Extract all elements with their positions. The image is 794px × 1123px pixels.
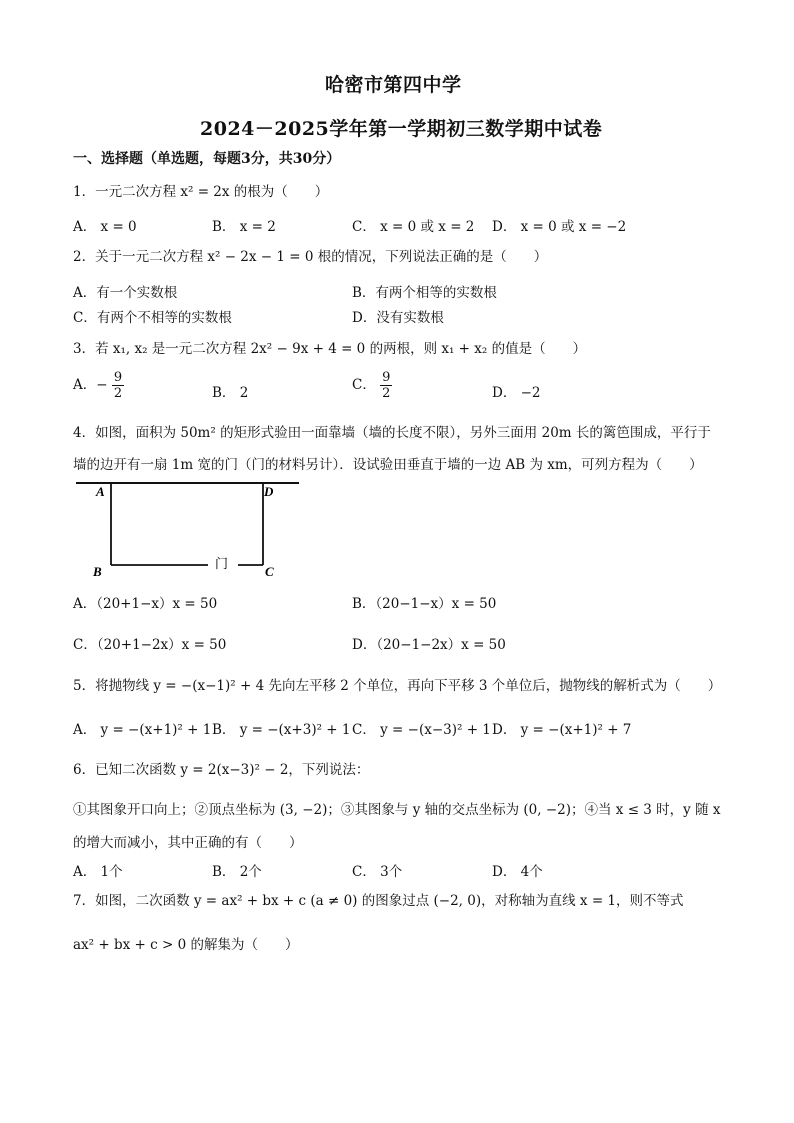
q5-stem: 5．将抛物线 y = −(x−1)² + 4 先向左平移 2 个单位，再向下平移 3 个单位后，抛物线的解析式为（ ）: [73, 678, 722, 694]
school-name: 哈密市第四中学: [325, 74, 462, 96]
q3-option-c-numerator: 9: [382, 370, 391, 385]
q1-option-a: A． x = 0: [73, 219, 137, 235]
q3-option-a-prefix: A．−: [73, 377, 108, 393]
q5-option-a: A． y = −(x+1)² + 1: [73, 722, 212, 738]
q4-figure: [76, 478, 306, 582]
label-door: 门: [215, 557, 229, 572]
q3-option-c-denominator: 2: [382, 386, 391, 401]
q4-option-a: A．（20+1−x）x = 50: [73, 596, 218, 612]
q7-stem-line2: ax² + bx + c > 0 的解集为（ ）: [73, 937, 299, 953]
label-a: A: [96, 484, 105, 499]
q1-option-b: B． x = 2: [212, 219, 276, 235]
q3-option-c-fraction: [380, 370, 392, 401]
q2-stem: 2．关于一元二次方程 x² − 2x − 1 = 0 根的情况，下列说法正确的是（ ）: [73, 249, 548, 265]
q2-option-b: B．有两个相等的实数根: [352, 285, 497, 301]
q3-stem: 3．若 x₁, x₂ 是一元二次方程 2x² − 9x + 4 = 0 的两根，则 x₁ + x₂ 的值是（ ）: [73, 341, 587, 357]
label-b: B: [93, 564, 102, 579]
q1-option-c: C． x = 0 或 x = 2: [352, 219, 475, 235]
q2-option-d: D．没有实数根: [352, 310, 444, 326]
q6-option-d: D． 4个: [492, 864, 543, 880]
q4-option-c: C．（20+1−2x）x = 50: [73, 637, 227, 653]
q4-option-b: B．（20−1−x）x = 50: [352, 596, 497, 612]
q7-stem-line1: 7．如图，二次函数 y = ax² + bx + c (a ≠ 0) 的图象过点 (−2, 0)，对称轴为直线 x = 1，则不等式: [73, 893, 684, 909]
q3-option-a-fraction: [112, 370, 124, 401]
q2-option-a: A．有一个实数根: [73, 285, 178, 301]
q3-option-c: [352, 370, 392, 401]
q6-stem: 6．已知二次函数 y = 2(x−3)² − 2，下列说法：: [73, 762, 370, 778]
q3-option-b: B． 2: [212, 385, 249, 401]
exam-title: 2024－2025学年第一学期初三数学期中试卷: [200, 118, 603, 140]
q3-option-a-numerator: 9: [113, 370, 123, 385]
q6-statements-line2: 的增大而减小，其中正确的有（ ）: [73, 835, 303, 851]
q5-option-b: B． y = −(x+3)² + 1: [212, 722, 351, 738]
label-c: C: [265, 564, 274, 579]
q1-option-d: D． x = 0 或 x = −2: [492, 219, 627, 235]
q3-option-d: D． −2: [492, 385, 541, 401]
q4-stem-line2: 墙的边开有一扇 1m 宽的门（门的材料另计）．设试验田垂直于墙的一边 AB 为 xm，可列方程为（ ）: [73, 457, 703, 473]
label-d: D: [264, 484, 274, 499]
q4-option-d: D．（20−1−2x）x = 50: [352, 637, 506, 653]
section-heading: 一、选择题（单选题，每题3分，共30分）: [73, 151, 341, 167]
q3-option-a: [73, 370, 124, 401]
q3-option-c-prefix: C．: [352, 377, 376, 393]
q5-option-c: C． y = −(x−3)² + 1: [352, 722, 491, 738]
q4-stem-line1: 4．如图，面积为 50m² 的矩形式验田一面靠墙（墙的长度不限），另外三面用 20m 长的篱笆围成，平行于: [73, 425, 711, 441]
q3-option-a-denominator: 2: [113, 386, 123, 401]
q5-option-d: D． y = −(x+1)² + 7: [492, 722, 632, 738]
q2-option-c: C．有两个不相等的实数根: [73, 310, 232, 326]
q6-option-b: B． 2个: [212, 864, 262, 880]
q1-stem: 1．一元二次方程 x² = 2x 的根为（ ）: [73, 184, 329, 200]
q6-option-a: A． 1个: [73, 864, 123, 880]
q6-statements-line1: ①其图象开口向上；②顶点坐标为 (3, −2)；③其图象与 y 轴的交点坐标为 (0, −2)；④当 x ≤ 3 时，y 随 x: [73, 802, 721, 818]
q6-option-c: C． 3个: [352, 864, 403, 880]
